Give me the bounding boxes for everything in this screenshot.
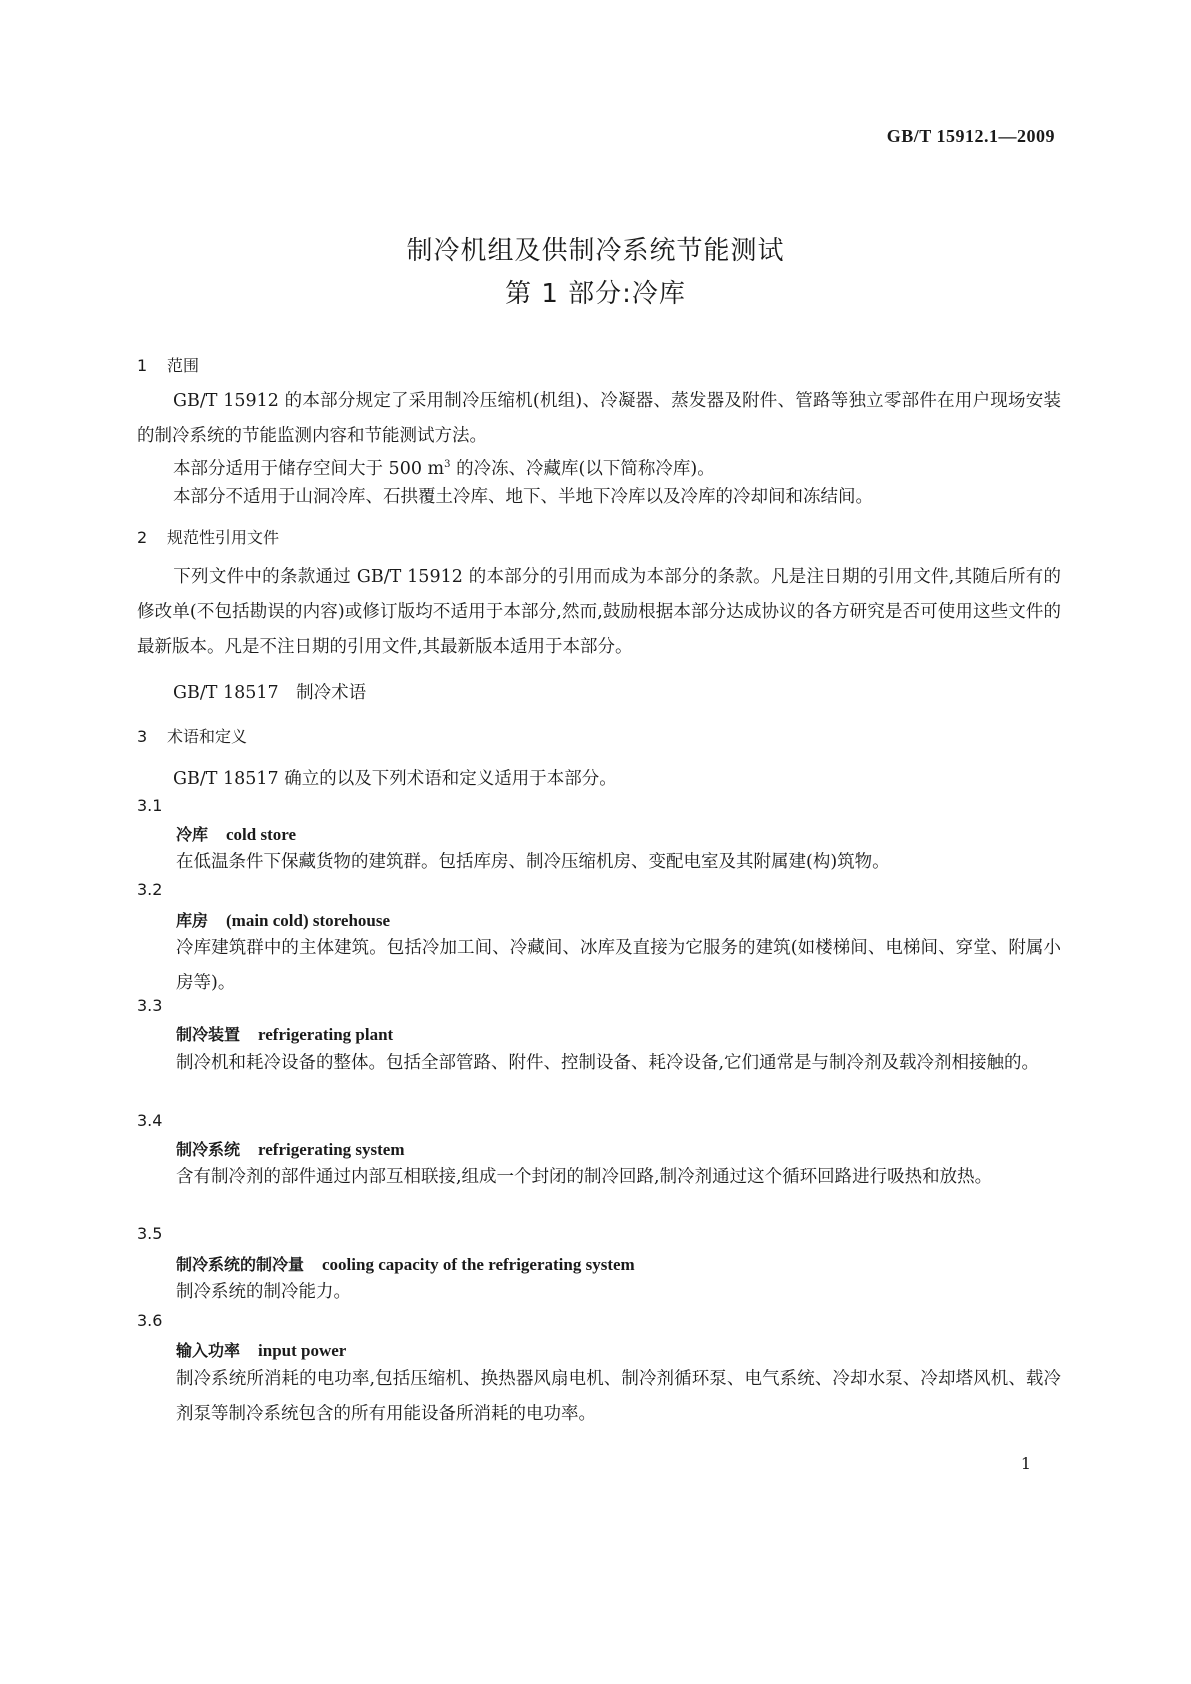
term-definition: 含有制冷剂的部件通过内部互相联接,组成一个封闭的制冷回路,制冷剂通过这个循环回路进行吸热和放热。 [176, 1167, 993, 1187]
term-entry: 制冷装置 refrigerating plant [176, 1025, 394, 1044]
paragraph: GB/T 18517 确立的以及下列术语和定义适用于本部分。 [173, 769, 617, 789]
term-definition: 制冷机和耗冷设备的整体。包括全部管路、附件、控制设备、耗冷设备,它们通常是与制冷剂及载冷剂相接触的。 [176, 1053, 1040, 1073]
section-number: 3 [137, 727, 148, 746]
section-heading-normative-references [137, 525, 279, 548]
paragraph: 本部分不适用于山洞冷库、石拱覆土冷库、地下、半地下冷库以及冷库的冷却间和冻结间。 [173, 487, 873, 507]
section-heading-terms-definitions [137, 724, 247, 747]
reference-item: GB/T 18517 制冷术语 [173, 683, 367, 703]
section-heading-scope [137, 353, 199, 376]
term-entry: 冷库 cold store [176, 825, 297, 844]
term-entry: 制冷系统 refrigerating system [176, 1140, 405, 1159]
term-definition: 冷库建筑群中的主体建筑。包括冷加工间、冷藏间、冰库及直接为它服务的建筑(如楼梯间、电梯间、穿堂、附属小房等)。 [176, 938, 1061, 993]
section-title: 规范性引用文件 [167, 528, 280, 547]
term-definition: 在低温条件下保藏货物的建筑群。包括库房、制冷压缩机房、变配电室及其附属建(构)筑物。 [176, 852, 890, 872]
clause-number: 3.6 [137, 1311, 163, 1330]
document-subtitle: 第 1 部分:冷库 [505, 279, 686, 309]
paragraph: 本部分适用于储存空间大于 500 $m^3$ 的冷冻、冷藏库(以下简称冷库)。 [173, 459, 715, 479]
term-entry: 制冷系统的制冷量 cooling capacity of the refrigerating system [176, 1255, 635, 1274]
section-title: 术语和定义 [167, 727, 248, 746]
clause-number: 3.5 [137, 1224, 163, 1243]
term-entry: 库房 (main cold) storehouse [176, 911, 391, 930]
clause-number: 3.3 [137, 996, 163, 1015]
page-number: 1 [1020, 1454, 1031, 1473]
paragraph: GB/T 15912 的本部分规定了采用制冷压缩机(机组)、冷凝器、蒸发器及附件、管路等独立零部件在用户现场安装的制冷系统的节能监测内容和节能测试方法。 [137, 391, 1061, 446]
term-definition: 制冷系统的制冷能力。 [176, 1282, 351, 1302]
standard-code: GB/T 15912.1—2009 [886, 126, 1055, 146]
document-title: 制冷机组及供制冷系统节能测试 [406, 236, 785, 266]
clause-number: 3.2 [137, 880, 163, 899]
term-definition: 制冷系统所消耗的电功率,包括压缩机、换热器风扇电机、制冷剂循环泵、电气系统、冷却水泵、冷却塔风机、载冷剂泵等制冷系统包含的所有用能设备所消耗的电功率。 [176, 1369, 1061, 1424]
section-number: 2 [137, 528, 148, 547]
section-number: 1 [137, 356, 148, 375]
section-title: 范围 [167, 356, 200, 375]
paragraph: 下列文件中的条款通过 GB/T 15912 的本部分的引用而成为本部分的条款。凡是注日期的引用文件,其随后所有的修改单(不包括勘误的内容)或修订版均不适用于本部分,然而,鼓励根据本部分达成协议的各方研究是否可使用这些文件的最新版本。凡是不注日期的引用文件,其最新版本适用于本部分。 [137, 567, 1061, 657]
term-entry: 输入功率 input power [176, 1341, 347, 1360]
clause-number: 3.4 [137, 1111, 163, 1130]
clause-number: 3.1 [137, 796, 163, 815]
